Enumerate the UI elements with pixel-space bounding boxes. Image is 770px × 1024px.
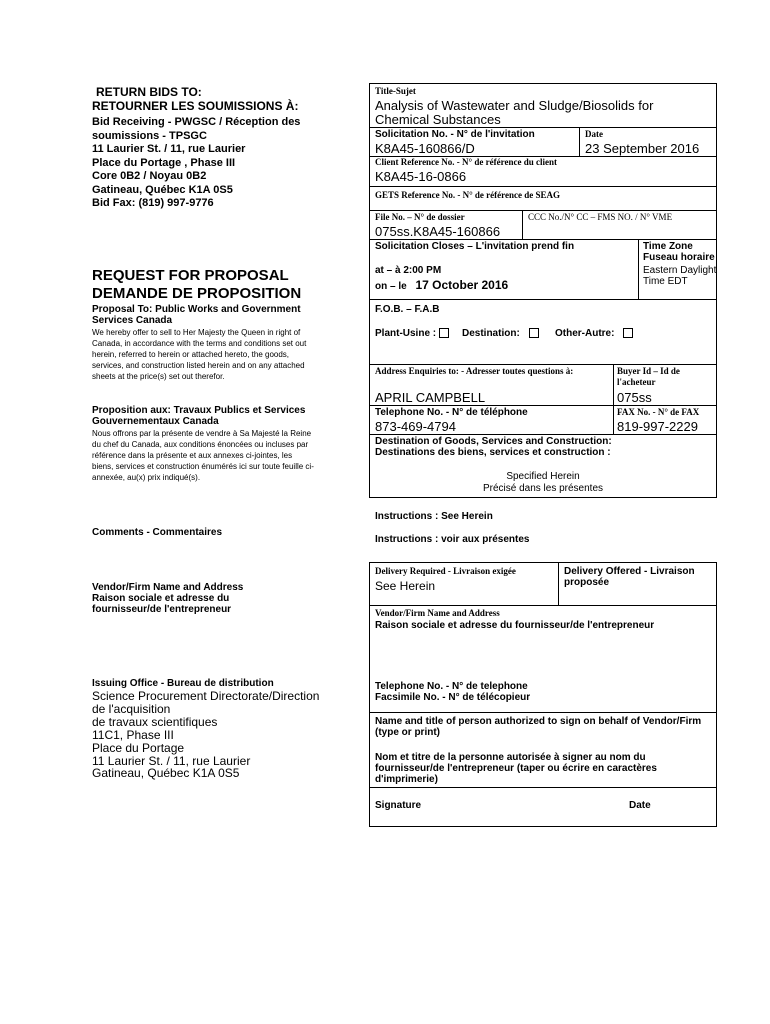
vendor-firm-label: Vendor/Firm Name and Address Raison sociale et adresse du fournisseur/de l'entrepreneur	[92, 582, 244, 615]
closes-on-row	[375, 280, 508, 292]
delivery-required-value: See Herein	[375, 579, 436, 593]
vendor-firm-label-1: Vendor/Firm Name and Address	[375, 608, 500, 618]
rfp-title-en: REQUEST FOR PROPOSAL	[92, 267, 289, 284]
solicitation-value: K8A45-160866/D	[375, 141, 475, 156]
proposal-body-fr: Nous offrons par la présente de vendre à Sa Majesté la Reine du chef du Canada, aux conditions énoncées ou incluses par référence dans la présente et aux annexes ci-jointes, les biens, services et construction énumérés ici sur toute feuille ci-annexée, au(x) prix indiqué(s).	[92, 429, 314, 482]
bid-fax-line: Bid Fax: (819) 997-9776	[92, 197, 214, 209]
rfp-title-fr: DEMANDE DE PROPOSITION	[92, 285, 302, 302]
date-label: Date	[585, 129, 603, 139]
return-bids-title-fr: RETOURNER LES SOUMISSIONS À:	[92, 99, 299, 113]
solicitation-label: Solicitation No. - N° de l'invitation	[375, 129, 535, 140]
return-bids-title-en: RETURN BIDS TO:	[96, 85, 202, 99]
fax-value: 819-997-2229	[617, 419, 698, 434]
proposal-body-en: We hereby offer to sell to Her Majesty the Queen in right of Canada, in accordance with the terms and conditions set out herein, referred to herein or attached hereto, the goods, services, and construction listed herein and on any attached sheets at the price(s) set out therefor.	[92, 328, 307, 381]
timezone-value: Eastern Daylight Time EDT	[643, 265, 717, 287]
delivery-required-label: Delivery Required - Livraison exigée	[375, 566, 516, 576]
plant-usine-checkbox[interactable]	[439, 328, 449, 338]
other-autre-label: Other-Autre:	[555, 328, 615, 339]
return-address-line: 11 Laurier St. / 11, rue Laurier	[92, 143, 246, 155]
plant-usine-field	[375, 328, 449, 339]
specified-herein: Specified Herein	[506, 471, 580, 482]
client-ref-value: K8A45-16-0866	[375, 169, 467, 184]
ccc-no-label: CCC No./N° CC – FMS NO. / N° VME	[528, 212, 673, 222]
address-enquiries-label: Address Enquiries to: - Adresser toutes questions à:	[375, 366, 574, 376]
buyer-id-label: Buyer Id – Id de l'acheteur	[617, 366, 680, 387]
signature-date-label: Date	[629, 800, 651, 811]
telephone-value: 873-469-4794	[375, 419, 456, 434]
file-no-value: 075ss.K8A45-160866	[375, 224, 501, 239]
vendor-firm-label-2: Raison sociale et adresse du fournisseur/de l'entrepreneur	[375, 620, 655, 631]
authorized-person-label-fr: Nom et titre de la personne autorisée à signer au nom du fournisseur/de l'entrepreneur (taper ou écrire en caractères d'imprimerie)	[375, 752, 657, 785]
timezone-label: Time Zone Fuseau horaire	[643, 241, 715, 263]
delivery-offered-label: Delivery Offered - Livraison proposée	[564, 566, 695, 588]
return-address-line: Place du Portage , Phase III	[92, 156, 236, 169]
return-address	[92, 116, 332, 211]
proposal-to-en: Proposal To: Public Works and Government Services Canada	[92, 304, 301, 326]
gets-ref-label: GETS Reference No. - N° de référence de SEAG	[375, 190, 560, 200]
authorized-person-label-en: Name and title of person authorized to sign on behalf of Vendor/Firm (type or print)	[375, 716, 702, 738]
instructions-en: Instructions : See Herein	[375, 511, 493, 522]
closes-on-date: 17 October 2016	[415, 278, 509, 292]
destination-label: Destination:	[462, 328, 520, 339]
fax-label: FAX No. - N° de FAX	[617, 407, 700, 417]
instructions-fr: Instructions : voir aux présentes	[375, 534, 530, 545]
buyer-id-value: 075ss	[617, 390, 652, 405]
proposal-to-fr: Proposition aux: Travaux Publics et Services Gouvernementaux Canada	[92, 405, 306, 427]
return-address-line: Bid Receiving - PWGSC / Réception des	[92, 116, 301, 128]
destination-goods-label: Destination of Goods, Services and Construction: Destinations des biens, services et construction :	[375, 436, 612, 458]
signature-label: Signature	[375, 800, 422, 811]
date-value: 23 September 2016	[585, 141, 700, 156]
destination-field	[462, 328, 539, 339]
file-no-label: File No. – N° de dossier	[375, 212, 465, 222]
vendor-phone-fax-label: Telephone No. - N° de telephone Facsimile No. - N° de télécopieur	[375, 681, 531, 703]
plant-usine-label: Plant-Usine :	[375, 328, 437, 339]
comments-label: Comments - Commentaires	[92, 527, 223, 538]
fob-label: F.O.B. – F.A.B	[375, 304, 440, 315]
closes-on-prefix: on – le	[375, 281, 407, 292]
precise-presentes: Précisé dans les présentes	[482, 483, 604, 494]
address-enquiries-value: APRIL CAMPBELL	[375, 390, 486, 405]
return-address-line: Gatineau, Québec K1A 0S5	[92, 183, 233, 196]
client-ref-label: Client Reference No. - N° de référence du client	[375, 157, 557, 167]
other-autre-field	[555, 328, 633, 339]
title-label: Title-Sujet	[375, 86, 416, 96]
return-address-line: Core 0B2 / Noyau 0B2	[92, 170, 207, 182]
title-value: Analysis of Wastewater and Sludge/Biosolids for Chemical Substances	[375, 98, 654, 127]
other-autre-checkbox[interactable]	[623, 328, 633, 338]
issuing-office-label: Issuing Office - Bureau de distribution	[92, 678, 274, 689]
closes-at-time: at – à 2:00 PM	[375, 265, 442, 276]
return-address-line: soumissions - TPSGC	[92, 129, 207, 142]
telephone-label: Telephone No. - N° de téléphone	[375, 407, 528, 418]
solicitation-closes-label: Solicitation Closes – L'invitation prend fin	[375, 241, 575, 252]
issuing-office-address: Science Procurement Directorate/Direction de l'acquisition de travaux scientifiques 11C1, Phase III Place du Portage 11 Laurier St. / 11, rue Laurier Gatineau, Québec K1A 0S5	[92, 689, 320, 781]
destination-checkbox[interactable]	[529, 328, 539, 338]
